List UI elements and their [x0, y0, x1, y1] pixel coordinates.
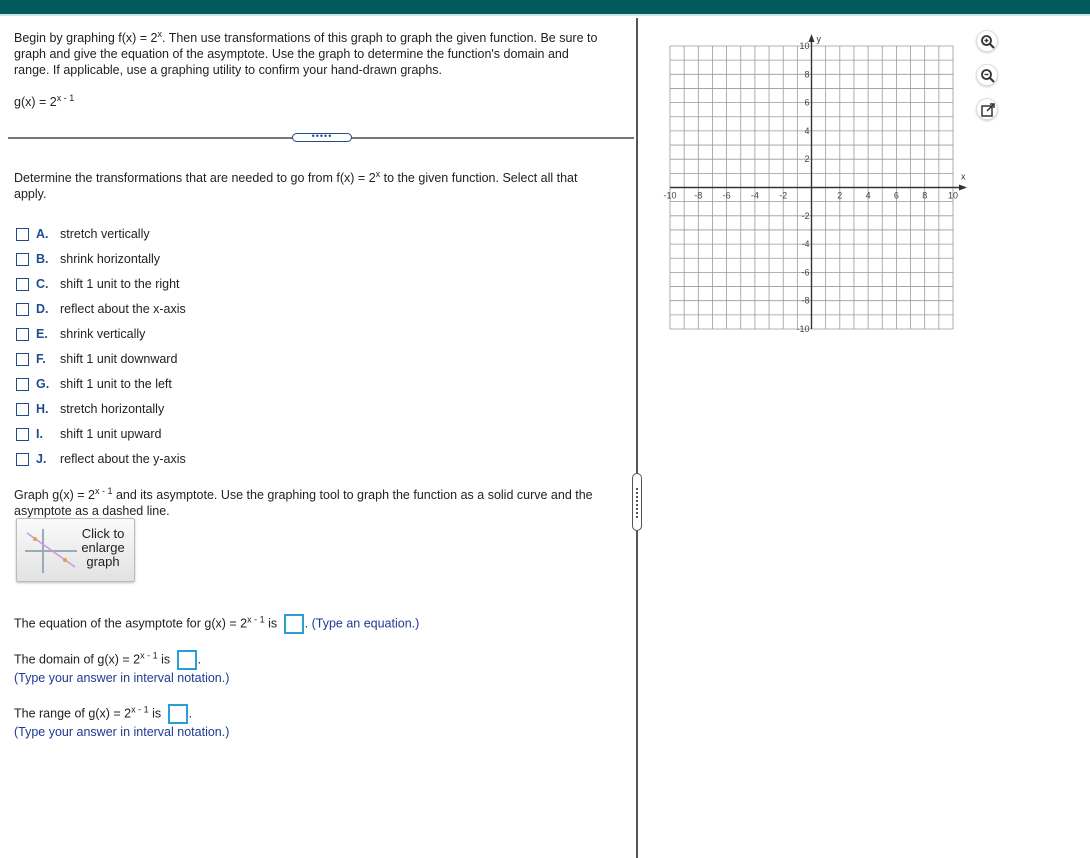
option-letter: A. [36, 227, 49, 241]
y-tick-label: 4 [804, 125, 810, 136]
option-letter: E. [36, 327, 48, 341]
x-tick-label: 6 [893, 190, 899, 201]
function-definition: $g(x) = 2^{x - 1}$ [14, 93, 75, 109]
range-answer-input[interactable] [168, 704, 188, 724]
enlarge-graph-button[interactable] [16, 518, 135, 582]
option-letter: J. [36, 452, 47, 466]
x-tick-label: 10 [947, 190, 959, 201]
y-tick-label: -6 [801, 267, 810, 278]
domain-answer-input[interactable] [177, 650, 197, 670]
option-letter: I. [36, 427, 43, 441]
y-tick-label: -2 [801, 210, 810, 221]
x-tick-label: -2 [779, 190, 788, 201]
question-graph: Graph $g(x) = 2^{x - 1}$ and its asymptote. Use the graphing tool to graph the function as a solid curve and the asymptote as a dashed line. [14, 486, 593, 518]
zoom-in-icon[interactable] [976, 30, 998, 52]
header-bar [0, 0, 1090, 14]
y-tick-label: 10 [799, 41, 810, 51]
x-tick-label: 2 [837, 190, 843, 201]
y-tick-label: 8 [804, 69, 810, 80]
option-d[interactable] [16, 301, 186, 317]
x-tick-label: -10 [663, 190, 677, 201]
x-tick-label: -4 [750, 190, 759, 201]
instructions: Begin by graphing $f(x) = 2^x$. Then use transformations of this graph to graph the given function. Be sure to graph and give the equation of the asymptote. Use the graph to determine the function's domain and range. If applicable, use a graphing utility to confirm your hand-drawn graphs. [14, 29, 598, 77]
x-tick-label: -8 [694, 190, 703, 201]
question-transformations: Determine the transformations that are needed to go from $f(x) = 2^x$ to the given function. Select all that apply. [14, 169, 578, 201]
option-text: reflect about the y-axis [60, 452, 186, 466]
option-text: shift 1 unit to the right [60, 277, 180, 291]
x-tick-label: 4 [865, 190, 871, 201]
option-g[interactable] [16, 376, 172, 392]
option-checkbox[interactable] [16, 278, 29, 291]
x-tick-label: -6 [722, 190, 731, 201]
option-text: shift 1 unit upward [60, 427, 162, 441]
option-checkbox[interactable] [16, 353, 29, 366]
option-text: stretch horizontally [60, 402, 165, 416]
y-tick-label: -4 [801, 239, 810, 250]
asymptote-answer-input[interactable] [284, 614, 304, 634]
popout-icon[interactable] [976, 98, 998, 120]
zoom-out-icon[interactable] [976, 64, 998, 86]
option-checkbox[interactable] [16, 428, 29, 441]
y-axis-label: y [816, 34, 821, 44]
option-checkbox[interactable] [16, 253, 29, 266]
option-text: reflect about the x-axis [60, 302, 186, 316]
x-tick-label: 8 [922, 190, 928, 201]
option-text: shrink horizontally [60, 252, 161, 266]
option-text: shift 1 unit downward [60, 352, 178, 366]
y-tick-label: -10 [796, 324, 810, 334]
option-f[interactable] [16, 351, 177, 367]
pane-divider [636, 18, 638, 858]
pane-resize-handle[interactable] [632, 473, 642, 531]
option-j[interactable] [16, 451, 186, 467]
option-i[interactable] [16, 426, 161, 442]
option-a[interactable] [16, 226, 150, 242]
option-letter: G. [36, 377, 50, 391]
range-hint: (Type your answer in interval notation.) [14, 725, 230, 739]
graph-thumbnail-icon [25, 529, 77, 573]
domain-question: The domain of $g(x) = 2^{x - 1}$ is . (Type your answer in interval notation.) [14, 650, 230, 685]
option-text: stretch vertically [60, 227, 150, 241]
option-h[interactable] [16, 401, 164, 417]
x-axis-label: x [961, 171, 966, 182]
option-checkbox[interactable] [16, 403, 29, 416]
option-checkbox[interactable] [16, 453, 29, 466]
asymptote-question: The equation of the asymptote for $g(x) = 2^{x - 1}$ is . (Type an equation.) [14, 614, 419, 634]
option-letter: H. [36, 402, 49, 416]
expand-separator-button[interactable]: ••••• [292, 133, 352, 142]
option-letter: F. [36, 352, 46, 366]
option-letter: C. [36, 277, 49, 291]
option-letter: D. [36, 302, 49, 316]
range-question: The range of $g(x) = 2^{x - 1}$ is . (Type your answer in interval notation.) [14, 704, 230, 739]
option-checkbox[interactable] [16, 228, 29, 241]
option-checkbox[interactable] [16, 378, 29, 391]
domain-hint: (Type your answer in interval notation.) [14, 671, 230, 685]
option-checkbox[interactable] [16, 328, 29, 341]
coordinate-graph[interactable] [655, 28, 975, 348]
option-b[interactable] [16, 251, 160, 267]
option-e[interactable] [16, 326, 145, 342]
option-letter: B. [36, 252, 49, 266]
option-c[interactable] [16, 276, 180, 292]
enlarge-graph-label: Click to enlarge graph [81, 526, 125, 569]
option-text: shift 1 unit to the left [60, 377, 172, 391]
y-tick-label: -8 [801, 295, 810, 306]
y-tick-label: 2 [804, 154, 810, 165]
x-axis-arrow [959, 185, 967, 191]
y-tick-label: 6 [804, 97, 810, 108]
option-text: shrink vertically [60, 327, 146, 341]
asymptote-hint: (Type an equation.) [311, 616, 420, 631]
option-checkbox[interactable] [16, 303, 29, 316]
